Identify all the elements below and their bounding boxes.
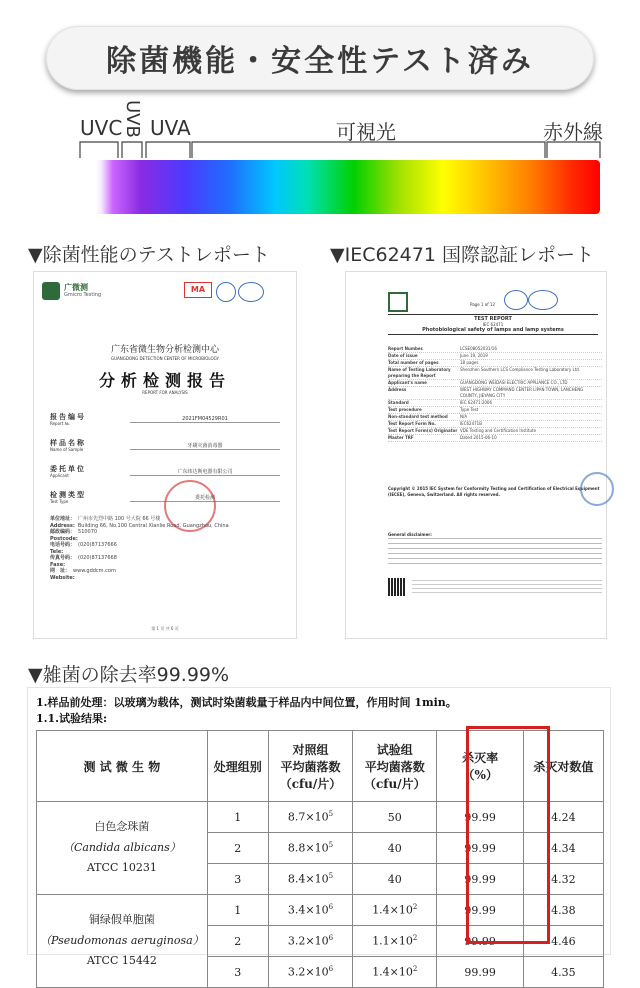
group-cell: 1 bbox=[207, 802, 268, 833]
results-cell bbox=[353, 802, 437, 833]
results-header-line: 处理组别 bbox=[213, 759, 262, 774]
report2-row bbox=[388, 367, 602, 380]
report1-field-value: 2021FM04529R01 bbox=[130, 416, 280, 423]
report1-contact-value: 广州市先烈中路 100 号大院 66 号楼 bbox=[78, 516, 161, 522]
results-header-cell bbox=[268, 731, 352, 802]
page-title: 除菌機能・安全性テスト済み bbox=[106, 44, 534, 79]
spectrum-bar bbox=[40, 160, 600, 214]
report1-contact-value: (020)87137666 bbox=[78, 542, 117, 548]
report1-org-en: GUANGDONG DETECTION CENTER OF MICROBIOLOGY bbox=[111, 356, 219, 361]
kill-rate-cell: 99.99 bbox=[437, 802, 523, 833]
report2-row bbox=[388, 346, 602, 353]
uvb-label: UVB bbox=[122, 100, 143, 138]
report2-row-key: Test Report Form(s) Originator bbox=[388, 428, 458, 433]
report1-contact-value: 510070 bbox=[78, 529, 98, 535]
results-table-header bbox=[37, 731, 604, 802]
kill-rate-cell: 99.99 bbox=[437, 833, 523, 864]
visible-light-label: 可視光 bbox=[336, 120, 396, 144]
red-stamp-icon bbox=[164, 480, 216, 532]
report2-fields bbox=[388, 346, 602, 442]
results-cell-exponent: 6 bbox=[328, 934, 334, 943]
results-cell bbox=[353, 833, 437, 864]
report2-row-key: Test Report Form No. bbox=[388, 421, 436, 426]
report1-field-label-en: Report №. bbox=[50, 421, 70, 426]
results-cell-value: 40 bbox=[387, 841, 402, 855]
report1-contact-label: 邮政编码： bbox=[50, 529, 76, 535]
results-header-cell bbox=[523, 731, 603, 802]
report1-brand-en: Gmicro Testing bbox=[64, 292, 102, 298]
report2-row-key: Report Number. bbox=[388, 346, 424, 351]
report1-contact-label: Address: bbox=[50, 522, 75, 529]
results-subheading: 1.1.试验结果: bbox=[36, 712, 108, 725]
report2-row-key: Date of issue bbox=[388, 353, 418, 358]
cnas-seal-icon bbox=[528, 290, 558, 310]
report1-field-label-en: Test Type bbox=[50, 499, 69, 504]
kill-log-cell: 4.46 bbox=[523, 926, 603, 957]
results-cell bbox=[353, 926, 437, 957]
report2-row-key: Test procedure bbox=[388, 407, 422, 412]
report2-row-value: WEST HIGHWAY COMMAND CENTER LIPAN TOWN, LANCHENG COUNTY, JIEYANG CITY bbox=[460, 387, 584, 398]
results-cell-value: 8.7×10 bbox=[287, 810, 329, 824]
report1-field-label-en: Applicant bbox=[50, 473, 69, 478]
sterilization-test-report-image bbox=[34, 272, 296, 638]
results-header-line: 试验组 bbox=[376, 742, 413, 757]
report1-contact bbox=[50, 516, 290, 581]
results-header-line: 杀灭对数值 bbox=[533, 759, 594, 774]
section-heading-sterilization-report: ▼除菌性能のテストレポート bbox=[28, 244, 270, 266]
results-cell bbox=[268, 802, 352, 833]
results-header-line: 对照组 bbox=[292, 742, 329, 757]
report1-field-label: 报告编号 bbox=[50, 413, 86, 421]
report2-row-value: Shenzhen Southern LCS Compliance Testing Laboratory Ltd. bbox=[460, 367, 581, 372]
report1-contact-label: Website: bbox=[50, 574, 75, 581]
group-cell: 2 bbox=[207, 833, 268, 864]
report1-contact-label: 网 址： bbox=[50, 568, 71, 574]
results-cell-value: 3.2×10 bbox=[287, 965, 329, 979]
results-cell-exponent: 5 bbox=[328, 872, 334, 881]
report1-brand: 广微测 bbox=[64, 283, 88, 292]
qr-code-icon bbox=[388, 578, 406, 596]
report1-field-label-en: Name of Sample bbox=[50, 447, 84, 452]
kill-rate-cell: 99.99 bbox=[437, 895, 523, 926]
results-header-line: （cfu/片） bbox=[279, 776, 342, 791]
report2-row-key: Applicant's name bbox=[388, 380, 427, 385]
report1-field-row bbox=[50, 412, 290, 438]
report1-field-label: 委托单位 bbox=[50, 465, 86, 473]
microorganism-code: ATCC 10231 bbox=[86, 861, 157, 875]
kill-rate-cell: 99.99 bbox=[437, 926, 523, 957]
report2-row bbox=[388, 435, 602, 442]
results-cell-value: 1.4×10 bbox=[372, 965, 413, 979]
table-row bbox=[37, 895, 604, 926]
report2-std: IEC 62471 bbox=[482, 322, 504, 327]
results-cell bbox=[353, 864, 437, 895]
report2-row-value: IEC62471B bbox=[460, 421, 482, 426]
results-cell-exponent: 2 bbox=[412, 903, 418, 912]
results-header-cell: 测 试 微 生 物 bbox=[37, 731, 208, 802]
microorganism-name: 铜绿假单胞菌 bbox=[88, 912, 155, 926]
report1-field-value: 广东纬达斯电器有限公司 bbox=[130, 468, 280, 476]
group-cell: 1 bbox=[207, 895, 268, 926]
report2-row-value: Type Test bbox=[460, 407, 479, 412]
kill-rate-cell: 99.99 bbox=[437, 864, 523, 895]
infrared-label: 赤外線 bbox=[543, 120, 603, 144]
report2-disclaimer-head: General disclaimer: bbox=[388, 532, 432, 537]
lcs-logo-icon bbox=[388, 292, 408, 312]
gmicro-logo-icon bbox=[42, 282, 60, 300]
report1-field-value: 牙刷灭菌消毒器 bbox=[130, 442, 280, 450]
report1-page: 第 1 页 共 6 页 bbox=[151, 626, 179, 631]
report1-field-label: 样品名称 bbox=[50, 439, 86, 447]
ilac-mra-seal-icon bbox=[216, 282, 236, 302]
report2-head: TEST REPORT bbox=[474, 316, 512, 322]
microorganism-code: ATCC 15442 bbox=[86, 954, 157, 968]
report1-contact-label: Postcode: bbox=[50, 535, 78, 542]
results-cell-value: 3.4×10 bbox=[287, 903, 329, 917]
kill-rate-cell: 99.99 bbox=[437, 957, 523, 988]
spectrum-brackets bbox=[0, 130, 640, 162]
results-header-cell bbox=[207, 731, 268, 802]
report1-contact-row bbox=[50, 575, 290, 582]
results-cell-value: 1.4×10 bbox=[372, 903, 413, 917]
report1-contact-value: (020)87137668 bbox=[78, 555, 117, 561]
report2-row-key: Name of Testing Laboratory preparing the Report bbox=[388, 367, 451, 378]
report1-doc-title: 分析检测报告 bbox=[98, 371, 231, 390]
report1-field-label: 检测类型 bbox=[50, 491, 86, 499]
report2-row bbox=[388, 421, 602, 428]
cnas-seal-icon bbox=[238, 282, 264, 302]
uva-label: UVA bbox=[150, 116, 191, 140]
report2-row-key: Address bbox=[388, 387, 407, 392]
report1-field-value: 委托检测 bbox=[130, 494, 280, 502]
report2-row-key: Non-standard test method bbox=[388, 414, 448, 419]
results-cell-value: 40 bbox=[387, 872, 402, 886]
blue-stamp-icon bbox=[580, 472, 614, 506]
results-cell-exponent: 5 bbox=[328, 810, 334, 819]
report2-row bbox=[388, 407, 602, 414]
kill-log-cell: 4.24 bbox=[523, 802, 603, 833]
pretreatment-note: 1.样品前处理：以玻璃为载体，测试时染菌载量于样品内中间位置，作用时间 1min。 bbox=[36, 696, 457, 709]
results-header-line: 杀灭率 bbox=[462, 751, 499, 765]
report2-row bbox=[388, 400, 602, 407]
results-cell-value: 8.8×10 bbox=[287, 841, 329, 855]
report1-contact-value: www.gddcm.com bbox=[73, 568, 116, 574]
results-cell bbox=[268, 957, 352, 988]
iec62471-report-image bbox=[346, 272, 606, 638]
section-heading-removal-rate: ▼雑菌の除去率99.99% bbox=[28, 664, 230, 686]
report2-row-value: IEC 62471:2006 bbox=[460, 400, 493, 405]
results-cell bbox=[353, 957, 437, 988]
report2-copyright: Copyright © 2015 IEC System for Conformity Testing and Certification of Electrical Equipment (IECEE), Geneva, Switzerland. All rights reserved. bbox=[388, 486, 600, 497]
results-cell bbox=[353, 895, 437, 926]
results-cell-exponent: 6 bbox=[328, 903, 334, 912]
report2-row-value: VDE Testing and Certification Institute bbox=[460, 428, 537, 433]
microorganism-latin: （Candida albicans） bbox=[62, 840, 181, 854]
report2-row bbox=[388, 360, 602, 367]
microorganism-latin: （Pseudomonas aeruginosa） bbox=[39, 933, 204, 947]
report2-page: Page 1 of 12 bbox=[470, 302, 495, 307]
group-cell: 2 bbox=[207, 926, 268, 957]
results-header-cell bbox=[353, 731, 437, 802]
kill-log-cell: 4.34 bbox=[523, 833, 603, 864]
ilac-seal-icon bbox=[504, 290, 528, 310]
report1-contact-label: 电话号码： bbox=[50, 542, 76, 548]
results-cell-exponent: 6 bbox=[328, 965, 334, 974]
report1-field-row bbox=[50, 464, 290, 490]
results-cell bbox=[268, 926, 352, 957]
report1-contact-value: Building 66, No.100 Central Xianlie Road, Guangzhou, China bbox=[77, 522, 229, 529]
report1-org-cn: 广东省微生物分析检测中心 bbox=[110, 345, 219, 355]
report2-row-value: 18 pages bbox=[460, 360, 479, 365]
uvc-label: UVC bbox=[80, 116, 123, 140]
report1-field-row bbox=[50, 438, 290, 464]
report2-row-value: Dated 2015-06-10 bbox=[460, 435, 497, 440]
results-header-line: 平均菌落数 bbox=[364, 759, 425, 774]
report2-row-value: LCSE08052031/16 bbox=[460, 346, 497, 351]
report1-contact-label: 单位地址： bbox=[50, 516, 76, 522]
group-cell: 3 bbox=[207, 957, 268, 988]
microorganism-cell bbox=[37, 802, 208, 895]
report1-contact-label: Tele: bbox=[50, 548, 64, 555]
results-header-line: 平均菌落数 bbox=[280, 759, 341, 774]
kill-log-cell: 4.38 bbox=[523, 895, 603, 926]
report2-row bbox=[388, 380, 602, 387]
results-cell bbox=[268, 833, 352, 864]
disclaimer-text-lines bbox=[388, 538, 602, 568]
report2-row bbox=[388, 428, 602, 435]
results-cell-value: 3.2×10 bbox=[287, 934, 329, 948]
report2-row-value: GUANGDONG WEIDASI ELECTRIC APPLIANCE CO., LTD bbox=[460, 380, 568, 385]
report2-row-key: Total number of pages bbox=[388, 360, 439, 365]
results-cell bbox=[268, 864, 352, 895]
section-heading-iec-report: ▼IEC62471 国際認証レポート bbox=[330, 244, 594, 266]
report1-contact-label: Faxe: bbox=[50, 561, 66, 568]
report2-row bbox=[388, 353, 602, 360]
results-header-line: （%） bbox=[462, 768, 498, 782]
report2-row-key: Standard bbox=[388, 400, 409, 405]
kill-log-cell: 4.35 bbox=[523, 957, 603, 988]
report2-row-key: Master TRF bbox=[388, 435, 414, 440]
results-cell-value: 50 bbox=[387, 810, 402, 824]
cma-mark-icon: MA bbox=[184, 282, 212, 298]
results-cell-value: 1.1×10 bbox=[372, 934, 413, 948]
results-header-cell bbox=[437, 731, 523, 802]
results-cell-exponent: 5 bbox=[328, 841, 334, 850]
kill-log-cell: 4.32 bbox=[523, 864, 603, 895]
report1-contact-label: 传真号码： bbox=[50, 555, 76, 561]
group-cell: 3 bbox=[207, 864, 268, 895]
results-header-line: （cfu/片） bbox=[364, 776, 426, 791]
report2-row bbox=[388, 387, 602, 400]
title-banner bbox=[46, 26, 594, 90]
report1-doc-title-en: REPORT FOR ANALYSIS bbox=[142, 390, 188, 395]
table-row bbox=[37, 802, 604, 833]
report2-row-value: N/A bbox=[460, 414, 468, 419]
results-cell bbox=[268, 895, 352, 926]
report2-row-value: June 19, 2019 bbox=[460, 353, 488, 358]
results-cell-value: 8.4×10 bbox=[287, 872, 329, 886]
results-cell-exponent: 2 bbox=[412, 934, 418, 943]
microorganism-cell bbox=[37, 895, 208, 988]
report2-subtitle: Photobiological safety of lamps and lamp systems bbox=[422, 327, 564, 333]
footer-text-lines bbox=[412, 580, 602, 594]
report2-header bbox=[388, 314, 598, 335]
results-cell-exponent: 2 bbox=[412, 965, 418, 974]
results-table bbox=[36, 730, 604, 988]
report2-row bbox=[388, 414, 602, 421]
microorganism-name: 白色念珠菌 bbox=[94, 819, 150, 833]
